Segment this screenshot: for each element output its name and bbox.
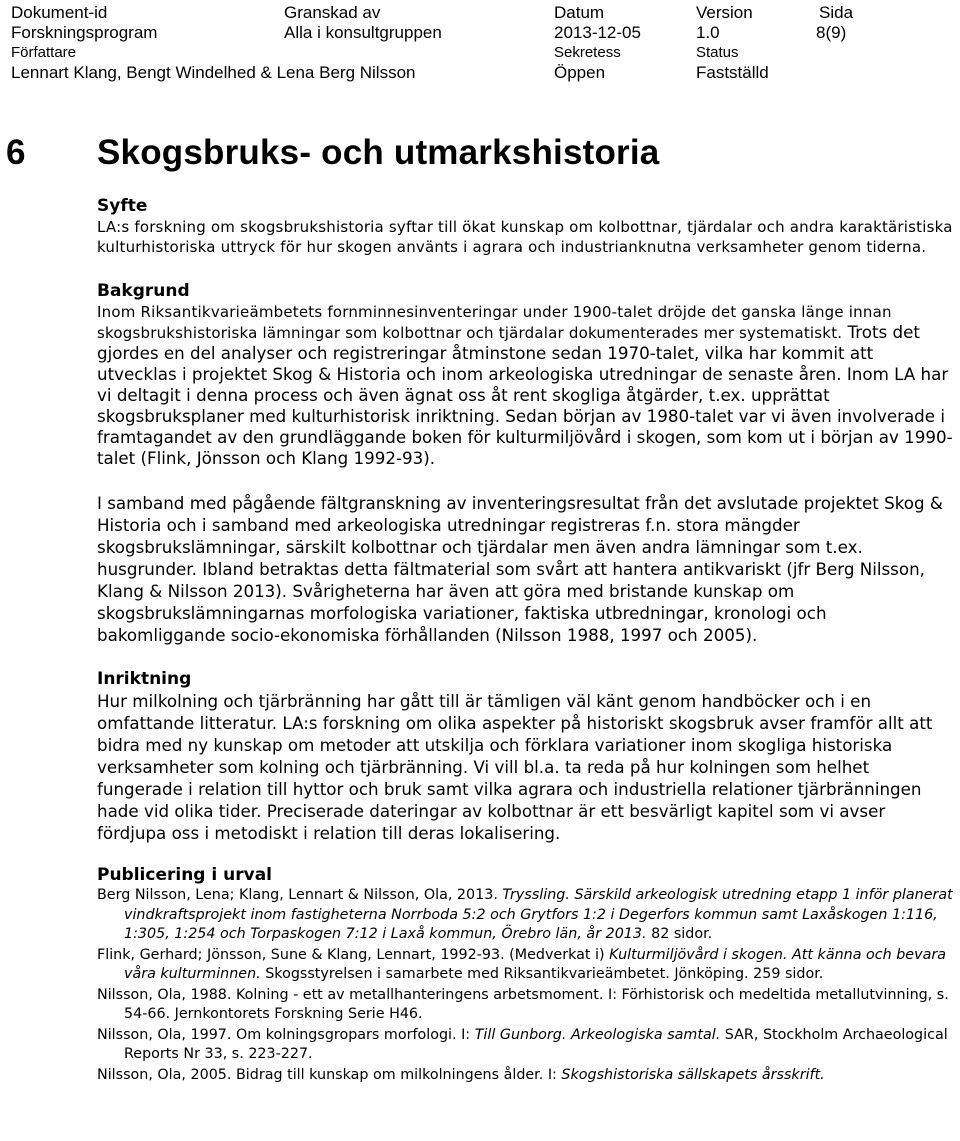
author-label: Författare <box>11 44 77 61</box>
reference-item: Nilsson, Ola, 2005. Bidrag till kunskap om milkolningens ålder. I: Skogshistoriska sällskapets årsskrift. <box>97 1066 825 1083</box>
chapter-title: Skogsbruks- och utmarkshistoria <box>97 133 660 172</box>
inriktning-heading: Inriktning <box>97 669 192 689</box>
bakgrund-heading: Bakgrund <box>97 281 190 301</box>
syfte-text: LA:s forskning om skogsbrukshistoria syftar till ökat kunskap om kolbottnar, tjärdalar och andra karaktäristiska kulturhistoriska uttryck för hur skogen använts i agrara och industrianknutna verksamheter genom tiderna. <box>97 218 953 256</box>
version-value: 1.0 <box>696 23 720 42</box>
reference-item: Nilsson, Ola, 1988. Kolning - ett av metallhanteringens arbetsmoment. I: Förhistorisk och medeltida metallutvinning, s. 54-66. Jernkontorets Forskning Serie H46. <box>97 986 949 1022</box>
doc-id-value: Forskningsprogram <box>11 23 158 42</box>
date-label: Datum <box>554 3 605 22</box>
reference-list <box>97 886 957 1085</box>
reviewed-value: Alla i konsultgruppen <box>284 23 442 42</box>
chapter-number: 6 <box>6 133 26 172</box>
bakgrund-paragraph-1a: Inom Riksantikvarieämbetets fornminnesinventeringar under 1900-talet dröjde det ganska länge innan skogsbrukshistoriska lämningar som kolbottnar och tjärdalar dokumenterades mer systematiskt. Trots det gjordes en del analyser och registreringar åtminstone sedan 1970-talet, vilka har kommit att utvecklas i projektet Skog & Historia och inom arkeologiska utredningar de senaste åren. Inom LA har vi deltagit i denna process och även ägnat oss åt rent skogliga åtgärder, t.ex. upprättat skogsbruksplaner med kulturhistorisk inriktning. Sedan början av 1980-talet var vi även involverade i framtagandet av den grundläggande boken för kulturmiljövård i skogen, som kom ut i början av 1990-talet (Flink, Jönsson och Klang 1992-93). <box>97 303 953 468</box>
syfte-heading: Syfte <box>97 196 148 216</box>
doc-id-label: Dokument-id <box>11 3 108 22</box>
publicering-heading: Publicering i urval <box>97 865 273 885</box>
date-value: 2013-12-05 <box>554 23 641 42</box>
reference-item: Nilsson, Ola, 1997. Om kolningsgropars morfologi. I: Till Gunborg. Arkeologiska samtal. SAR, Stockholm Archaeological Reports Nr 33, s. 223-227. <box>97 1026 948 1062</box>
page-value: 8(9) <box>816 23 847 42</box>
status-value: Fastställd <box>696 63 769 82</box>
document-header <box>0 0 960 92</box>
status-label: Status <box>696 44 739 61</box>
reviewed-label: Granskad av <box>284 3 381 22</box>
chapter-heading <box>6 133 659 173</box>
version-label: Version <box>696 3 753 22</box>
bakgrund-paragraph-2: I samband med pågående fältgranskning av inventeringsresultat från det avslutade projektet Skog & Historia och i samband med arkeologiska utredningar registreras f.n. stora mängder skogsbrukslämningar, särskilt kolbottnar och tjärdalar men även andra lämningar som t.ex. husgrunder. Ibland betraktas detta fältmaterial som svårt att hantera antikvariskt (jfr Berg Nilsson, Klang & Nilsson 2013). Svårigheterna har även att göra med bristande kunskap om skogsbrukslämningarnas morfologiska variationer, faktiska utbredningar, kronologi och bakomliggande socio-ekonomiska förhållanden (Nilsson 1988, 1997 och 2005). <box>97 493 943 645</box>
reference-item: Berg Nilsson, Lena; Klang, Lennart & Nilsson, Ola, 2013. Tryssling. Särskild arkeologisk utredning etapp 1 inför planerat vindkraftsprojekt inom fastigheterna Norrboda 5:2 och Grytfors 1:2 i Degerfors kommun samt Laxåskogen 1:116, 1:305, 1:254 och Torpaskogen 7:12 i Laxå kommun, Örebro län, år 2013. 82 sidor. <box>97 887 953 942</box>
secrecy-label: Sekretess <box>554 44 621 61</box>
inriktning-text: Hur milkolning och tjärbränning har gått till är tämligen väl känt genom handböcker och i en omfattande litteratur. LA:s forskning om olika aspekter på historiskt skogsbruk avser framför allt att bidra med ny kunskap om metoder att utskilja och förklara variationer inom skogliga historiska verksamheter som kolning och tjärbränning. Vi vill bl.a. ta reda på hur kolningen som helhet fungerade i relation till hyttor och bruk samt vilka agrara och industriella relationer tjärbränningen hade vid olika tider. Preciserade dateringar av kolbottnar är ett besvärligt kapitel som vi avser fördjupa oss i metodiskt i relation till deras lokalisering. <box>97 691 933 843</box>
page-label: Sida <box>819 3 854 22</box>
bakgrund-paragraph-1b: Trots det gjordes en del analyser och registreringar åtminstone sedan 1970-talet, vilka har kommit att utvecklas i projektet Skog & Historia och inom arkeologiska utredningar de senaste åren. Inom LA har vi deltagit i denna process och även ägnat oss åt rent skogliga åtgärder, t.ex. upprättat skogsbruksplaner med kulturhistorisk inriktning. Sedan början av 1980-talet var vi även involverade i framtagandet av den grundläggande boken för kulturmiljövård i skogen, som kom ut i början av 1990-talet (Flink, Jönsson och Klang 1992-93). <box>97 322 953 468</box>
main-content <box>97 195 957 1086</box>
reference-item: Flink, Gerhard; Jönsson, Sune & Klang, Lennart, 1992-93. (Medverkat i) Kulturmiljövård i skogen. Att känna och bevara våra kulturminnen. Skogsstyrelsen i samarbete med Riksantikvarieämbetet. Jönköping. 259 sidor. <box>97 946 946 982</box>
author-value: Lennart Klang, Bengt Windelhed & Lena Berg Nilsson <box>11 63 416 82</box>
secrecy-value: Öppen <box>554 63 606 82</box>
